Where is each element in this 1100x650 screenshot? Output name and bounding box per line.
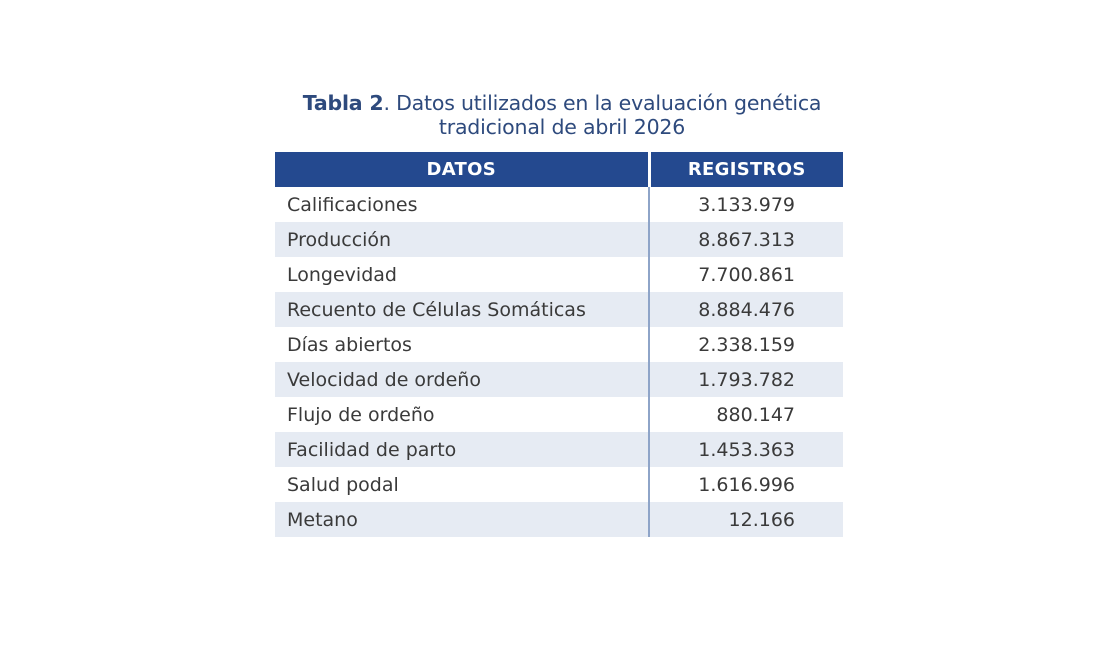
cell-dato: Calificaciones (287, 193, 418, 216)
cell-registros: 880.147 (649, 397, 843, 432)
cell-dato: Facilidad de parto (275, 432, 649, 467)
cell-dato: Salud podal (287, 473, 399, 496)
cell-registros: 1.616.996 (649, 467, 843, 502)
cell-registros: 1.453.363 (649, 432, 843, 467)
table-caption (262, 91, 862, 139)
table-row (275, 292, 843, 327)
cell-registros: 12.166 (649, 502, 843, 537)
caption-text-line2: tradicional de abril 2026 (438, 115, 686, 139)
cell-dato: Flujo de ordeño (287, 403, 435, 426)
cell-dato: Producción (275, 222, 649, 257)
header-row (275, 152, 843, 187)
header-registros: REGISTROS (649, 152, 843, 187)
table-row (275, 502, 843, 537)
table-row (275, 397, 843, 432)
table-row (275, 327, 843, 362)
header-datos: DATOS (275, 152, 649, 187)
table-row (275, 187, 843, 222)
data-table (275, 152, 843, 537)
caption-label: Tabla 2 (302, 91, 384, 115)
caption-text-line1: . Datos utilizados en la evaluación genética (383, 91, 822, 115)
cell-registros: 7.700.861 (649, 257, 843, 292)
table-row (275, 432, 843, 467)
cell-dato: Longevidad (287, 263, 397, 286)
cell-dato: Días abiertos (287, 333, 412, 356)
cell-registros: 8.884.476 (649, 292, 843, 327)
table-row (275, 467, 843, 502)
cell-registros: 8.867.313 (649, 222, 843, 257)
cell-registros: 3.133.979 (649, 187, 843, 222)
cell-registros: 2.338.159 (649, 327, 843, 362)
table-row (275, 257, 843, 292)
table-row (275, 222, 843, 257)
cell-dato: Metano (275, 502, 649, 537)
cell-dato: Recuento de Células Somáticas (275, 292, 649, 327)
cell-dato: Velocidad de ordeño (275, 362, 649, 397)
cell-registros: 1.793.782 (649, 362, 843, 397)
table-row (275, 362, 843, 397)
